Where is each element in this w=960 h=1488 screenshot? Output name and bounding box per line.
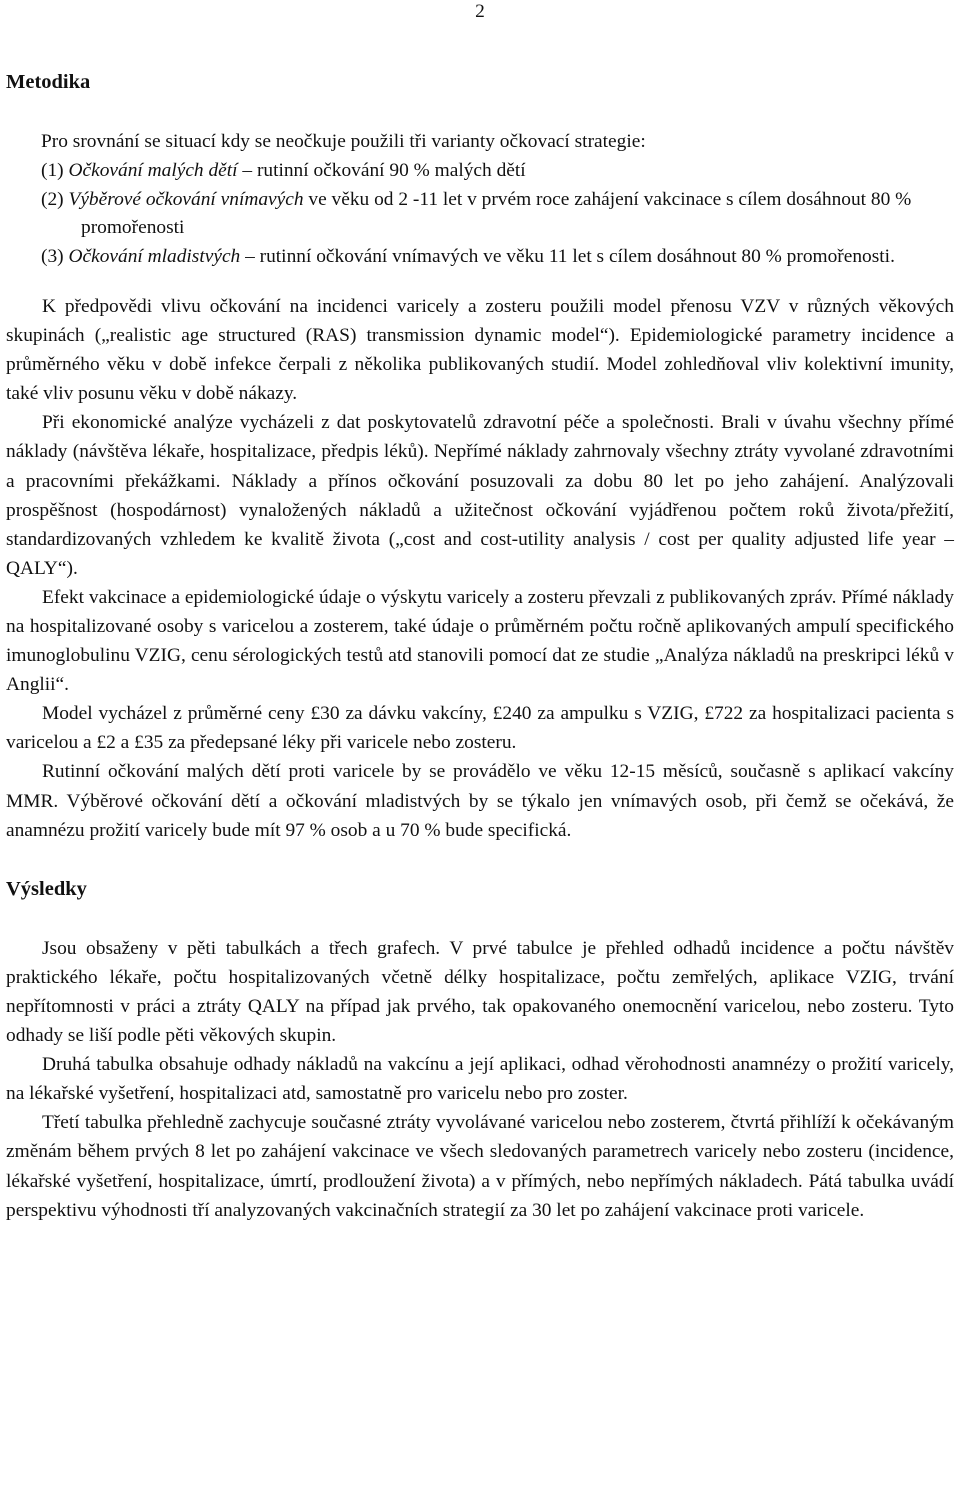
- metodika-paragraph: Rutinní očkování malých dětí proti varicele by se provádělo ve věku 12-15 měsíců, současně s aplikací vakcíny MMR. Výběrové očkování dětí a očkování mladistvých by se týkalo jen vnímavých osob, při čemž se očekává, že anamnézu prožití varicely bude mít 97 % osob a u 70 % bude specifická.: [6, 761, 954, 841]
- vysledky-paragraph: Jsou obsaženy v pěti tabulkách a třech grafech. V prvé tabulce je přehled odhadů incidence a počtu návštěv praktického lékaře, počtu hospitalizovaných včetně délky hospitalizace, počtu zemřelých, aplikace VZIG, trvání nepřítomnosti v práci a ztráty QALY na případ jak prvého, tak opakovaného onemocnění varicelou, nebo zosteru. Tyto odhady se liší podle pěti věkových skupin.: [6, 937, 954, 1047]
- strategy-list-intro: Pro srovnání se situací kdy se neočkuje použili tři varianty očkovací strategie:: [41, 131, 646, 152]
- document-body: [6, 68, 954, 1225]
- vysledky-paragraph: Druhá tabulka obsahuje odhady nákladů na vakcínu a její aplikaci, odhad věrohodnosti anamnézy o prožití varicely, na lékařské vyšetření, hospitalizaci atd, samostatně pro varicelu nebo pro zoster.: [6, 1054, 954, 1105]
- metodika-paragraph: Při ekonomické analýze vycházeli z dat poskytovatelů zdravotní péče a společnosti. Brali v úvahu všechny přímé náklady (návštěva lékaře, hospitalizace, předpis léků). Nepřímé náklady zahrnovaly všechny ztráty vyvolané zdravotními a pracovními překážkami. Náklady a přínos očkování posuzovali za dobu 80 let po jeho zahájení. Analýzovali prospěšnost (hospodárnost) vynaložených nákladů a užitečnost očkování vyjádřenou počtem roků života/přežití, standardizovaných vzhledem ke kvalitě života („cost and cost-utility analysis / cost per quality adjusted life year – QALY“).: [6, 412, 954, 579]
- metodika-paragraph: K předpovědi vlivu očkování na incidenci varicely a zosteru použili model přenosu VZV v různých věkových skupinách („realistic age structured (RAS) transmission dynamic model“). Epidemiologické parametry incidence a průměrného věku v době infekce čerpali z několika publikovaných studií. Model zohledňoval vliv kolektivní imunity, také vliv posunu věku v době nákazy.: [6, 295, 954, 405]
- strategy-number: (1): [41, 159, 64, 181]
- metodika-paragraph: Model vycházel z průměrné ceny £30 za dávku vakcíny, £240 za ampulku s VZIG, £722 za hospitalizaci pacienta s varicelou a £2 a £35 za předepsané léky při varicele nebo zosteru.: [6, 703, 954, 754]
- strategy-list: [41, 128, 954, 272]
- strategy-item-3: [41, 243, 954, 272]
- metodika-paragraph: Efekt vakcinace a epidemiologické údaje o výskytu varicely a zosteru převzali z publikovaných zpráv. Přímé náklady na hospitalizované osoby s varicelou a zosterem, také údaje o průměrném počtu ročně aplikovaných ampulí specifického imunoglobulinu VZIG, cenu sérologických testů atd stanovili pomocí dat ze studie „Analýza nákladů na preskripci léků v Anglii“.: [6, 586, 954, 696]
- section-heading-metodika: Metodika: [6, 71, 91, 93]
- section-heading-vysledky: Výsledky: [6, 877, 87, 900]
- strategy-number: (2): [41, 188, 64, 210]
- strategy-title: Výběrové očkování vnímavých: [68, 188, 304, 210]
- strategy-text: ve věku od 2 -11 let v prvém roce zahájení vakcinace s cílem dosáhnout 80 % promořenosti: [81, 188, 912, 239]
- strategy-title: Očkování malých dětí: [68, 159, 238, 181]
- strategy-number: (3): [41, 246, 64, 268]
- strategy-item-2: [41, 186, 954, 244]
- vysledky-paragraph: Třetí tabulka přehledně zachycuje současné ztráty vyvolávané varicelou nebo zosterem, čtvrtá přihlíží k očekávaným změnám během prvých 8 let po zahájení vakcinace ve všech sledovaných parametrech varicely nebo zosteru (incidence, lékařské vyšetření, hospitalizace, úmrtí, prodloužení života) a v přímých, nebo nepřímých nákladech. Pátá tabulka uvádí perspektivu výhodnosti tří analyzovaných vakcinačních strategií za 30 let po zahájení vakcinace proti varicele.: [6, 1112, 954, 1221]
- strategy-text: – rutinní očkování vnímavých ve věku 11 let s cílem dosáhnout 80 % promořenosti.: [240, 246, 895, 268]
- strategy-item-1: [41, 157, 954, 186]
- strategy-title: Očkování mladistvých: [68, 246, 241, 268]
- strategy-text: – rutinní očkování 90 % malých dětí: [237, 159, 526, 181]
- page-number: 2: [475, 1, 485, 22]
